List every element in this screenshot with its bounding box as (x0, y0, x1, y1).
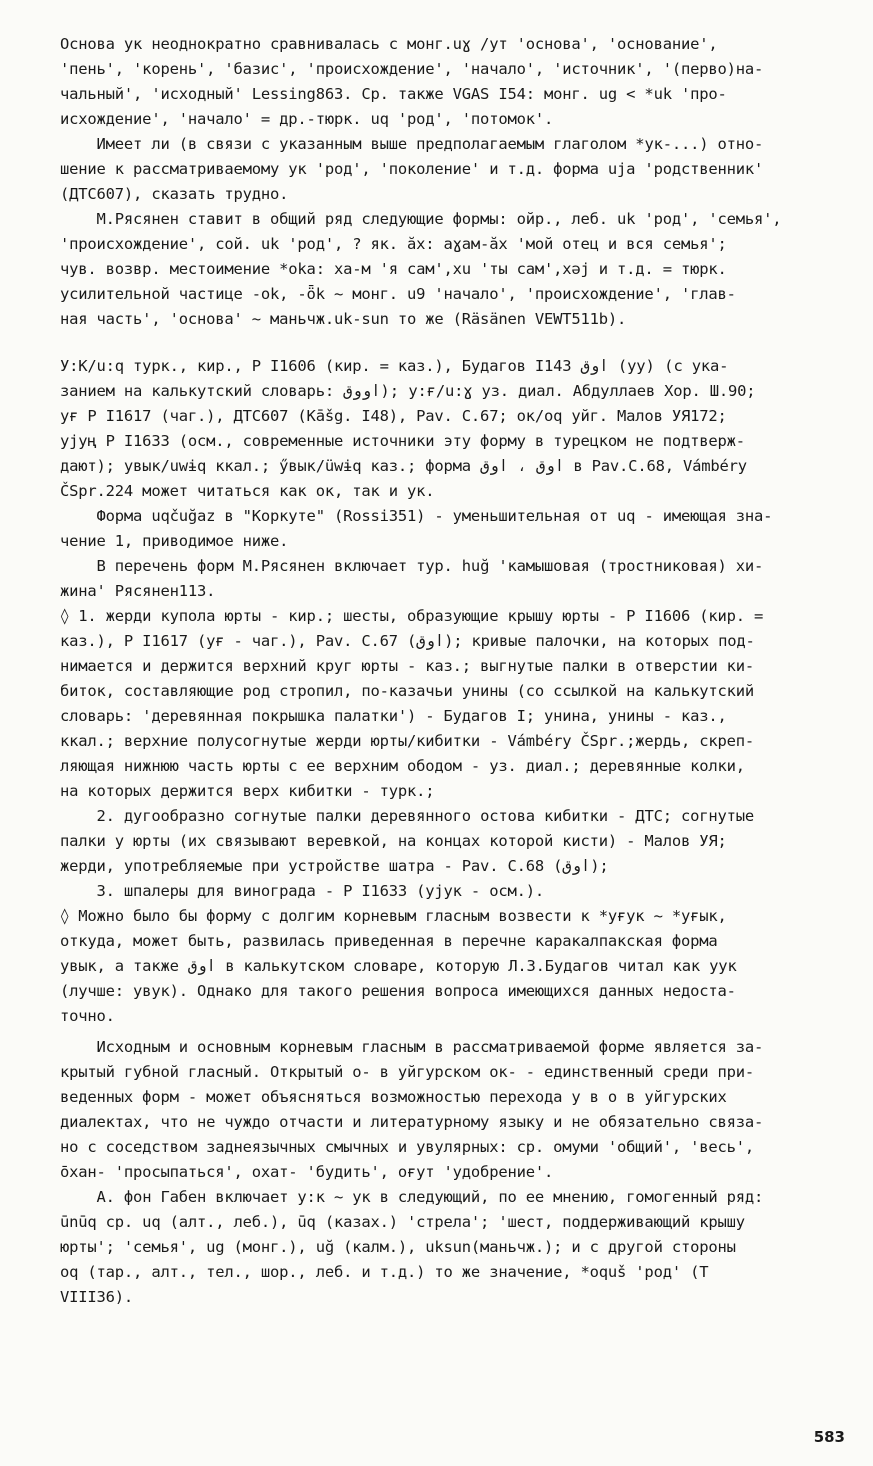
paragraph: В перечень форм М.Рясянен включает тур. huğ 'камышовая (тростниковая) хи- жина' Рясянен113. (60, 557, 764, 600)
paragraph: 2. дугообразно согнутые палки деревянного остова кибитки - ДТС; согнутые палки у юрты (их связывают веревкой, на концах которой кисти) - Малов УЯ; жерди, употребляемые при устройстве шатра - Pav. C.68 (اوق); (60, 807, 755, 875)
paragraph: А. фон Габен включает у:к ~ ук в следующий, по ее мнению, гомогенный ряд: ūnūq ср. uq (алт., леб.), ūq (казах.) 'стрела'; 'шест, поддерживающий крышу юрты'; 'семья', ug (монг.), uğ (калм.), uksun(маньчж.); и с другой стороны oq (тар., алт., тел., шор., леб. и т.д.) то же значение, *oquš 'род' (Т VIII36). (60, 1188, 764, 1306)
paragraph: 3. шпалеры для винограда - Р I1633 (уjук - осм.). (60, 882, 544, 900)
paragraph: У:К/u:q турк., кир., Р I1606 (кир. = каз.), Будагов I143 اوق (уу) (с ука- занием на калькутский словарь: اووق); у:ғ/u:ɣ уз. диал. Абдуллаев Хор. Ш.90; уғ Р I1617 (чаг.), ДТС607 (Kāšg. I48), Pav. C.67; ок/oq уйг. Малов УЯ172; уjуң Р I1633 (осм., современные источники эту форму в турецком не подтверж- дают); увык/uwɨq ккал.; ӳвык/üwɨq каз.; форма اوق ، اوق в Pav.C.68, Vámbéry ČSpr.224 может читаться как ок, так и ук. (60, 357, 756, 500)
paragraph: М.Рясянен ставит в общий ряд следующие формы: ойр., леб. uk 'род', 'семья', 'происхождение', сой. uk 'род', ? як. ӑх: aɣaм-ӑх 'мой отец и вся семья'; чув. возвр. местоимение *oka: xa-м 'я сам',xu 'ты сам',xəj и т.д. = тюрк. усилительной частице -ok, -ȫk ~ монг. u9 'начало', 'происхождение', 'глав- ная часть', 'основа' ~ маньчж.uk-sun то же (Räsänen VEWT511b). (60, 210, 782, 328)
paragraph: Исходным и основным корневым гласным в рассматриваемой форме является за- крытый губной гласный. Открытый о- в уйгурском ок- - единственный среди при- веденных форм - может объясняться возможностью перехода у в о в уйгурских диалектах, что не чуждо отчасти и литературному языку и не обязательно связа- но с соседством заднеязычных смычных и увулярных: ср. омуми 'общий', 'весь', о̄хан- 'просыпаться', охат- 'будить', оғут 'удобрение'. (60, 1038, 764, 1181)
page-number: 583 (813, 1428, 845, 1446)
paragraph: Имеет ли (в связи с указанным выше предполагаемым глаголом *ук-...) отно- шение к рассматриваемому ук 'род', 'поколение' и т.д. форма uja 'родственник' (ДТС607), сказать трудно. (60, 135, 764, 203)
paragraph-gap (60, 332, 833, 354)
paragraph: Основа ук неоднократно сравнивалась с монг.uɣ /ут 'основа', 'основание', 'пень', 'корень', 'базис', 'происхождение', 'начало', 'источник', '(перво)на- чальный', 'исходный' Lessing863. Ср. также VGAS I54: монг. ug < *uk 'про- исхождение', 'начало' = др.-тюрк. uq 'род', 'потомок'. (60, 35, 764, 128)
paragraph: Форма uqčuğaz в "Коркуте" (Rossi351) - уменьшительная от uq - имеющая зна- чение 1, приводимое ниже. (60, 507, 773, 550)
paragraph: ◊ 1. жерди купола юрты - кир.; шесты, образующие крышу юрты - Р I1606 (кир. = каз.), Р I1617 (уғ - чаг.), Pav. C.67 (اوق); кривые палочки, на которых под- нимается и держится верхний круг юрты - каз.; выгнутые палки в отверстии ки- биток, составляющие род стропил, по-казачьи унины (со ссылкой на калькутский словарь: 'деревянная покрышка палатки') - Будагов I; унина, унины - каз., ккал.; верхние полусогнутые жерди юрты/кибитки - Vámbéry ČSpr.;жердь, скреп- ляющая нижнюю часть юрты с ее верхним ободом - уз. диал.; деревянные колки, на которых держится верх кибитки - турк.; (60, 607, 764, 800)
text-body (60, 32, 833, 1310)
paragraph: ◊ Можно было бы форму с долгим корневым гласным возвести к *уғук ~ *уғык, откуда, может быть, развилась приведенная в перечне каракалпакская форма увык, а также اوق в калькутском словаре, которую Л.З.Будагов читал как уук (лучше: увук). Однако для такого решения вопроса имеющихся данных недоста- точно. (60, 907, 737, 1025)
